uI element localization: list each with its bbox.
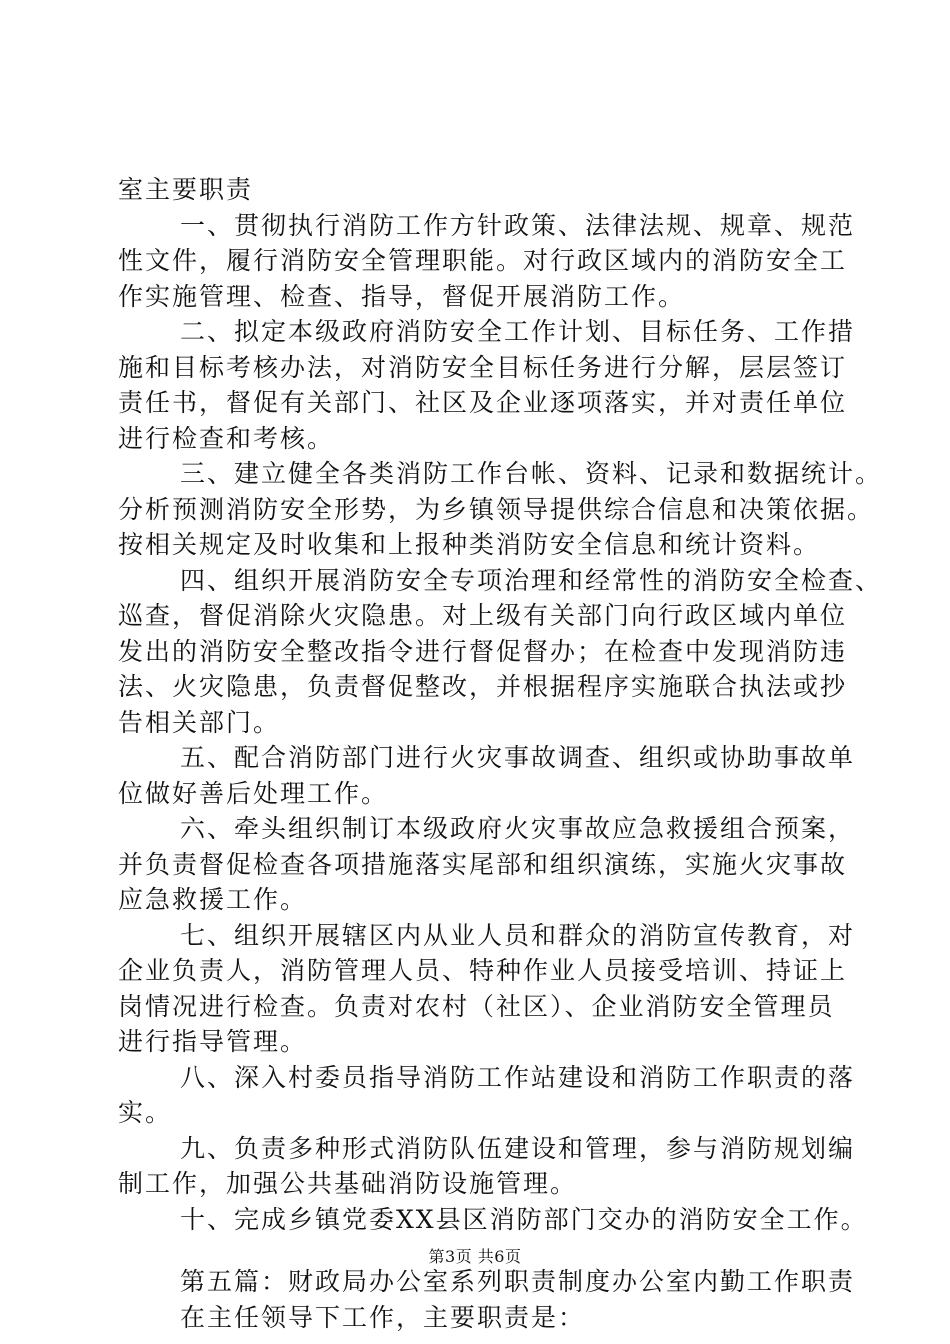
text-line: 制工作，加强公共基础消防设施管理。 [118, 1169, 578, 1198]
text-line: 四、组织开展消防安全专项治理和经常性的消防安全检查、 [180, 565, 883, 595]
text-line: 发出的消防安全整改指令进行督促督办；在检查中发现消防违 [118, 636, 848, 666]
text-line: 一、贯彻执行消防工作方针政策、法律法规、规章、规范 [180, 210, 856, 240]
text-line: 位做好善后处理工作。 [118, 778, 389, 808]
section-duties [118, 172, 883, 1237]
text-line: 分析预测消防安全形势，为乡镇领导提供综合信息和决策依据。 [118, 494, 875, 524]
text-line: 责任书，督促有关部门、社区及企业逐项落实，并对责任单位 [118, 388, 848, 417]
text-line: 企业负责人，消防管理人员、特种作业人员接受培训、持证上 [118, 956, 848, 985]
text-line: 进行指导管理。 [118, 1027, 308, 1056]
text-line: 应急救援工作。 [118, 885, 308, 914]
text-line: 实。 [118, 1098, 173, 1127]
page-footer: 第3页 共6页 [428, 1247, 522, 1266]
text-line: 第五篇：财政局办公室系列职责制度办公室内勤工作职责 [180, 1267, 856, 1296]
text-line: 性文件，履行消防安全管理职能。对行政区域内的消防安全工 [118, 246, 848, 275]
text-line: 告相关部门。 [118, 707, 281, 737]
text-line: 三、建立健全各类消防工作台帐、资料、记录和数据统计。 [180, 459, 883, 488]
text-line: 法、火灾隐患，负责督促整改，并根据程序实施联合执法或抄 [118, 672, 848, 701]
text-line: 七、组织开展辖区内从业人员和群众的消防宣传教育，对 [180, 920, 856, 950]
text-line: 二、拟定本级政府消防安全工作计划、目标任务、工作措 [180, 317, 856, 346]
text-line: 按相关规定及时收集和上报种类消防安全信息和统计资料。 [118, 530, 821, 559]
text-line: 十、完成乡镇党委XX县区消防部门交办的消防安全工作。 [180, 1204, 868, 1234]
text-line: 在主任领导下工作，主要职责是： [180, 1302, 586, 1332]
text-line: 九、负责多种形式消防队伍建设和管理，参与消防规划编 [180, 1133, 856, 1163]
text-line: 作实施管理、检查、指导，督促开展消防工作。 [118, 281, 686, 311]
text-line: 五、配合消防部门进行火灾事故调查、组织或协助事故单 [180, 743, 856, 772]
text-line: 施和目标考核办法，对消防安全目标任务进行分解，层层签订 [118, 352, 848, 382]
section-fifth-chapter [118, 1264, 856, 1335]
text-line: 并负责督促检查各项措施落实尾部和组织演练，实施火灾事故 [118, 849, 848, 879]
text-line: 八、深入村委员指导消防工作站建设和消防工作职责的落 [180, 1062, 856, 1092]
text-line: 室主要职责 [118, 175, 254, 204]
document-body [118, 172, 883, 1335]
text-line: 进行检查和考核。 [118, 423, 335, 453]
text-line: 六、牵头组织制订本级政府火灾事故应急救援组合预案， [180, 814, 856, 843]
text-line: 巡查，督促消除火灾隐患。对上级有关部门向行政区域内单位 [118, 601, 848, 630]
text-line: 岗情况进行检查。负责对农村（社区）、企业消防安全管理员 [118, 991, 835, 1021]
